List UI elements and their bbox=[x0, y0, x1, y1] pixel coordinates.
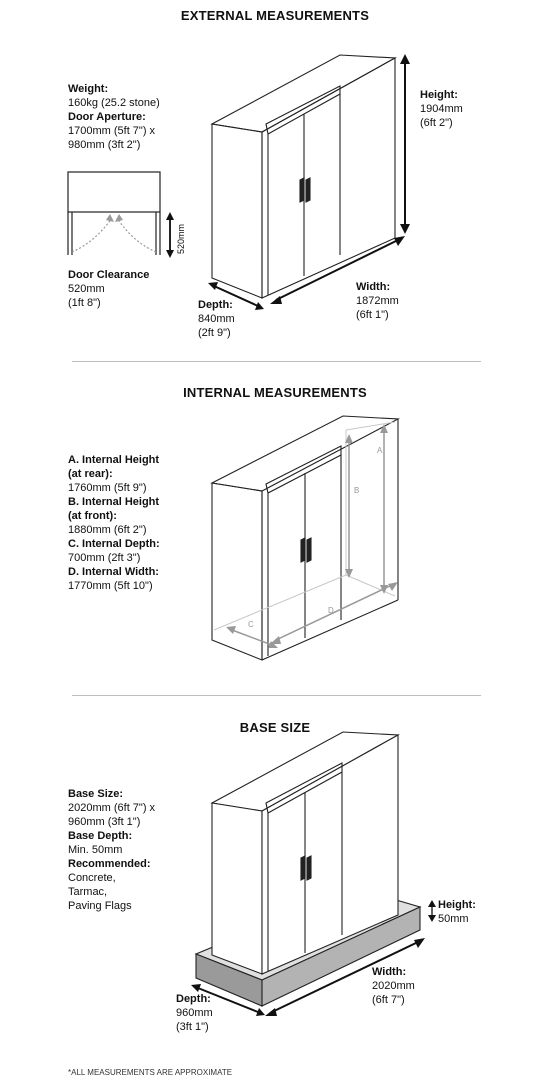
internal-a-label2: (at rear): bbox=[68, 468, 113, 480]
base-height-info bbox=[438, 898, 476, 926]
weight-value: 160kg (25.2 stone) bbox=[68, 97, 160, 109]
internal-d-label: D. Internal Width: bbox=[68, 566, 159, 578]
marker-c: C bbox=[248, 620, 254, 629]
internal-a-label: A. Internal Height bbox=[68, 454, 160, 466]
internal-c-label: C. Internal Depth: bbox=[68, 538, 160, 550]
clearance-dimension-label: 520mm bbox=[176, 223, 186, 254]
footnote: *ALL MEASUREMENTS ARE APPROXIMATE bbox=[68, 1068, 233, 1077]
marker-d: D bbox=[328, 606, 334, 615]
recommended-label: Recommended: bbox=[68, 858, 151, 870]
internal-b-label2: (at front): bbox=[68, 510, 117, 522]
depth-line2: (2ft 9") bbox=[198, 327, 231, 339]
base-heading: BASE SIZE bbox=[239, 720, 311, 735]
recommended-2: Tarmac, bbox=[68, 886, 108, 898]
base-depth-value: Min. 50mm bbox=[68, 844, 123, 856]
aperture-line1: 1700mm (5ft 7") x bbox=[68, 125, 156, 137]
base-width-info bbox=[372, 965, 415, 1007]
height-label: Height: bbox=[420, 89, 458, 101]
internal-b-value: 1880mm (6ft 2") bbox=[68, 524, 147, 536]
base-bdepth-label: Depth: bbox=[176, 993, 211, 1005]
base-size-label: Base Size: bbox=[68, 788, 124, 800]
internal-d-value: 1770mm (5ft 10") bbox=[68, 580, 153, 592]
aperture-label: Door Aperture: bbox=[68, 111, 146, 123]
recommended-1: Concrete, bbox=[68, 872, 116, 884]
internal-b-label: B. Internal Height bbox=[68, 496, 160, 508]
marker-b: B bbox=[354, 486, 360, 495]
height-line1: 1904mm bbox=[420, 103, 463, 115]
aperture-line2: 980mm (3ft 2") bbox=[68, 139, 141, 151]
base-bdepth-info bbox=[176, 992, 213, 1034]
width-line2: (6ft 1") bbox=[356, 309, 389, 321]
weight-label: Weight: bbox=[68, 83, 109, 95]
recommended-3: Paving Flags bbox=[68, 900, 132, 912]
base-depth-label: Base Depth: bbox=[68, 830, 133, 842]
clearance-label: Door Clearance bbox=[68, 269, 150, 281]
base-height-label: Height: bbox=[438, 899, 476, 911]
internal-heading: INTERNAL MEASUREMENTS bbox=[183, 385, 367, 400]
base-size-line2: 960mm (3ft 1") bbox=[68, 816, 141, 828]
marker-a: A bbox=[377, 446, 383, 455]
internal-c-value: 700mm (2ft 3") bbox=[68, 552, 141, 564]
base-bdepth-line2: (3ft 1") bbox=[176, 1021, 209, 1033]
base-width-label: Width: bbox=[372, 966, 407, 978]
clearance-line2: (1ft 8") bbox=[68, 297, 101, 309]
base-width-line1: 2020mm bbox=[372, 980, 415, 992]
width-label: Width: bbox=[356, 281, 391, 293]
external-heading: EXTERNAL MEASUREMENTS bbox=[180, 8, 370, 23]
depth-label: Depth: bbox=[198, 299, 233, 311]
base-size-line1: 2020mm (6ft 7") x bbox=[68, 802, 156, 814]
base-width-line2: (6ft 7") bbox=[372, 994, 405, 1006]
width-line1: 1872mm bbox=[356, 295, 399, 307]
base-height-value: 50mm bbox=[438, 913, 469, 925]
depth-line1: 840mm bbox=[198, 313, 235, 325]
base-bdepth-line1: 960mm bbox=[176, 1007, 213, 1019]
height-line2: (6ft 2") bbox=[420, 117, 453, 129]
clearance-line1: 520mm bbox=[68, 283, 105, 295]
internal-a-value: 1760mm (5ft 9") bbox=[68, 482, 147, 494]
